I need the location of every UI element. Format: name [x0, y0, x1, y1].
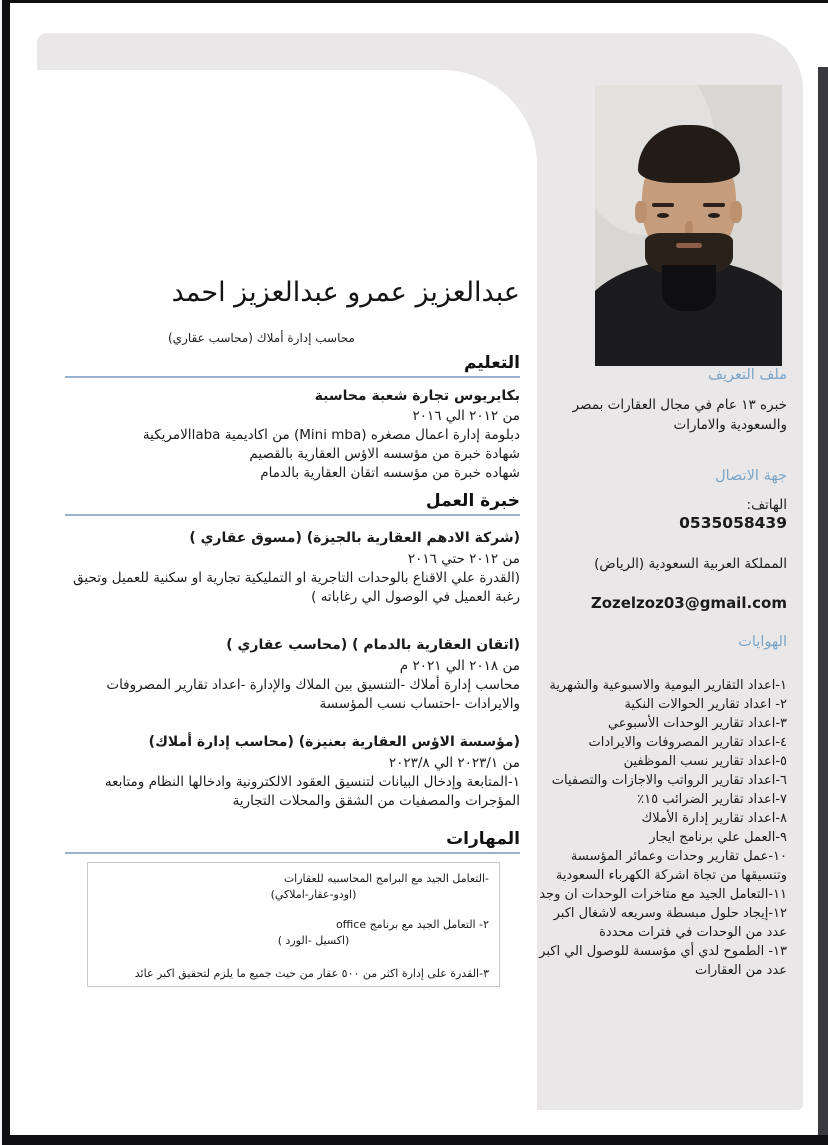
candidate-name: عبدالعزيز عمرو عبدالعزيز احمد: [171, 277, 520, 308]
photo-eye: [657, 213, 669, 218]
job-period: من ٢٠١٢ حتي ٢٠١٦: [407, 551, 520, 568]
hobby-item: ١-اعداد التقارير اليومية والاسبوعية والشهرية: [549, 677, 787, 693]
page-corner: [818, 3, 828, 67]
hobby-item: ٢- اعداد تقارير الحوالات النكية: [624, 696, 787, 712]
section-title-experience: خبرة العمل: [65, 491, 520, 516]
hobby-item: ١١-التعامل الجيد مع متاخرات الوحدات ان وجد: [539, 886, 787, 902]
header-block: [168, 277, 520, 345]
photo-eyebrow: [703, 203, 725, 207]
education-certificate: شهاده خبرة من مؤسسه اتقان العقارية بالدمام: [260, 465, 520, 482]
phone-label: الهاتف:: [746, 496, 787, 513]
phone-number: 0535058439: [679, 513, 787, 532]
skill-item: [98, 966, 489, 982]
experience-section: [65, 528, 520, 811]
hobby-item: ٤-اعداد تقارير المصروفات والايرادات: [588, 734, 787, 750]
hobby-item: ٦-اعداد تقارير الرواتب والاجازات والتصفيات: [551, 772, 787, 788]
sidebar-title-hobbies: الهوايات: [738, 633, 787, 650]
sidebar-title-profile: ملف التعريف: [707, 367, 787, 383]
photo-collar: [662, 265, 716, 311]
section-title-education: التعليم: [65, 353, 520, 378]
candidate-job-title: محاسب إدارة أملاك (محاسب عقاري): [168, 331, 355, 346]
education-certificate: شهادة خبرة من مؤسسه الاؤس العقارية بالقصيم: [249, 446, 520, 463]
skills-box: [87, 862, 500, 987]
job-description: ١-المتابعة وإدخال البيانات لتنسيق العقود الالكترونية وادخالها النظام ومتابعه المؤجرات والمصفيات من الشقق والمحلات التجارية: [104, 774, 520, 810]
email-address[interactable]: Zozelzoz03@gmail.com: [590, 593, 787, 612]
skill-detail: (اكسيل -الورد ): [277, 934, 350, 948]
hobby-item: ١٠-عمل تقارير وحدات وعمائر المؤسسة وتنسيقها من تجاة اشركة الكهرباء السعودية: [555, 848, 787, 883]
hobby-item: ٣-اعداد تقارير الوحدات الأسبوعي: [607, 715, 787, 731]
education-degree: بكايريوس تجارة شعبة محاسبة: [314, 388, 520, 405]
job-description: (القدرة علي الاقناع بالوحدات التاجرية او التمليكية تجارية او سكنية للعميل وتحيق رغبة العميل في الوصول الي رغاباته ): [73, 570, 520, 606]
main-column: [65, 277, 520, 987]
sidebar-column: [535, 367, 787, 980]
job-title: (اتقان العقارية بالدمام ) (محاسب عقاري ): [226, 637, 520, 654]
education-diploma: دبلومة إدارة اعمال مصغره (Mini mba) من اكاديمية labaالامريكية: [142, 427, 520, 444]
hobby-item: ٨-اعداد تقارير إدارة الأملاك: [641, 810, 787, 826]
job-entry: [65, 732, 520, 811]
sidebar-title-contact: جهة الاتصال: [715, 467, 787, 484]
job-description: محاسب إدارة أملاك -التنسيق بين الملاك والإدارة -اعداد تقارير المصروفات والايرادات -احتساب نسب المؤسسة: [106, 677, 520, 713]
hobby-item: ٧-اعداد تقارير الضرائب ١٥٪: [637, 791, 787, 807]
hobby-item: ٩-العمل علي برنامج ايجار: [649, 829, 787, 845]
location-text: المملكة العربية السعودية (الرياض): [594, 555, 787, 572]
profile-summary: خبره ١٣ عام في مجال العقارات بمصر والسعودية والامارات: [572, 397, 787, 434]
skill-text: ٣-القدرة على إدارة اكثر من ٥٠٠ عقار من حيث جميع ما يلزم لتحقيق اكبر عائد: [134, 967, 489, 981]
education-section: [65, 386, 520, 483]
job-entry: [65, 635, 520, 714]
skill-item: [98, 917, 489, 949]
job-entry: [65, 528, 520, 607]
hobby-item: ٥-اعداد تقارير نسب الموظفين: [623, 753, 787, 769]
hobby-item: ١٢-إيجاد حلول مبسطة وسريعه لاشغال اكبر عدد من الوحدات في فترات محددة: [553, 905, 787, 940]
photo-ear: [730, 201, 742, 223]
job-title: (شركة الادهم العقارية بالجيزة) (مسوق عقاري ): [189, 530, 520, 547]
skill-detail: (اودو-عقار-املاكي): [270, 888, 357, 902]
hobby-item: ١٣- الطموح لدي أي مؤسسة للوصول الي اكبر عدد من العقارات: [539, 943, 787, 978]
job-title: (مؤسسة الاؤس العقارية بعنيزة) (محاسب إدارة أملاك): [148, 734, 520, 751]
page-edge-left: [0, 0, 2, 1145]
profile-photo: [595, 85, 782, 366]
skill-text: -التعامل الجيد مع البرامج المحاسبيه للعقارات: [283, 872, 489, 886]
skill-text: ٢- التعامل الجيد مع برنامج office: [335, 918, 489, 932]
photo-eye: [708, 213, 720, 218]
photo-ear: [635, 201, 647, 223]
job-period: من ٢٠١٨ الي ٢٠٢١ م: [399, 658, 520, 675]
education-period: من ٢٠١٢ الي ٢٠١٦: [412, 408, 520, 425]
photo-mouth: [676, 243, 702, 248]
skill-item: [98, 871, 489, 903]
job-period: من ٢٠٢٣/١ الي ٢٠٢٣/٨: [388, 755, 520, 772]
photo-eyebrow: [652, 203, 674, 207]
hobbies-list: [535, 676, 787, 980]
section-title-skills: المهارات: [65, 829, 520, 854]
page-edge-right: [818, 67, 828, 1135]
